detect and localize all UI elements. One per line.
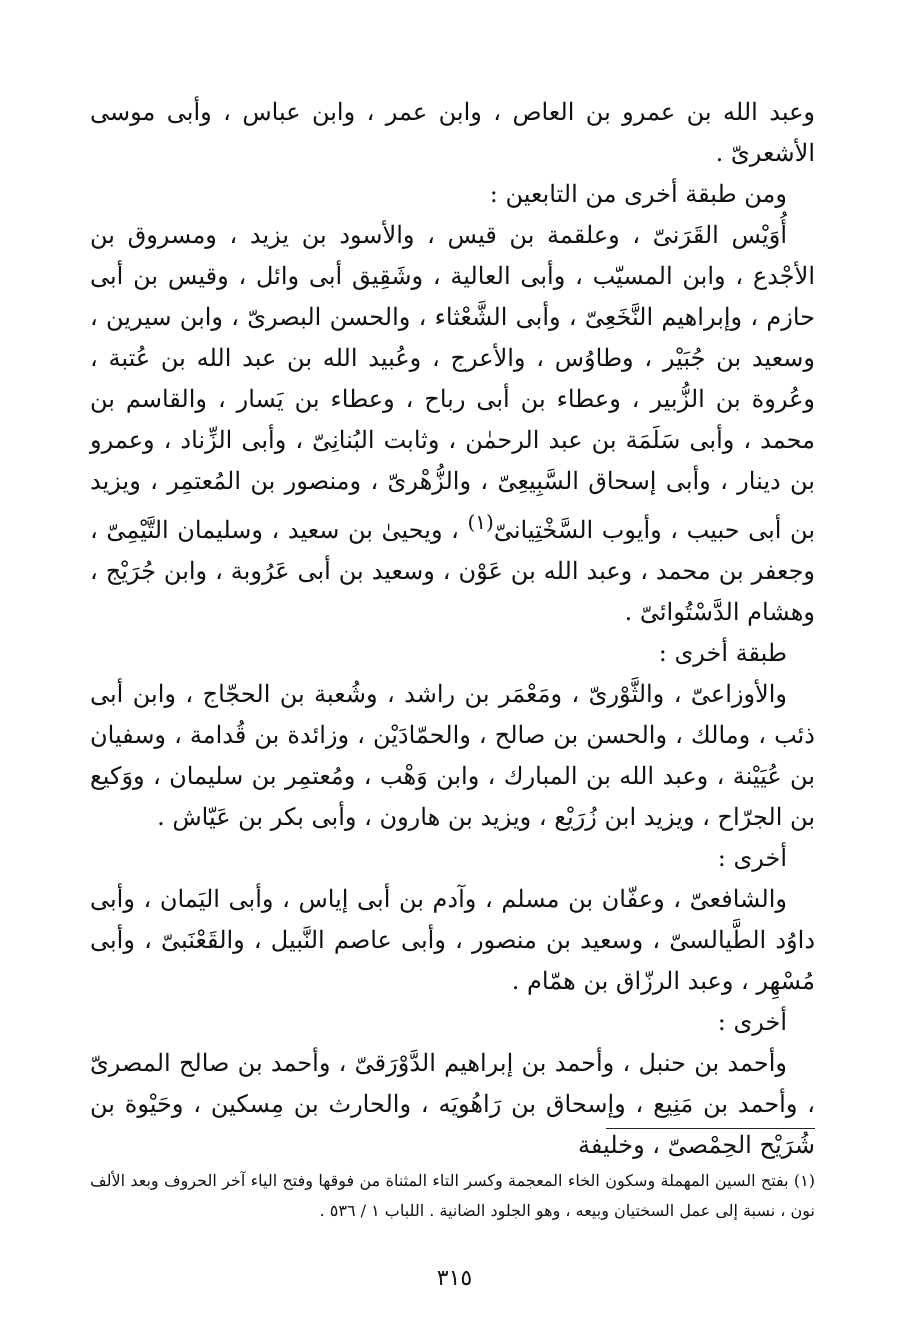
footnote-divider [606,1128,815,1129]
paragraph-tabiin-text: أُوَيْس القَرَنىّ ، وعلقمة بن قيس ، والأسود بن يزيد ، ومسروق بن الأجْدع ، وابن المسيّب ، وأبى العالية ، وشَقِيق أبى وائل ، وقيس بن أبى حازم ، وإبراهيم النَّخَعِىّ ، وأبى الشَّعْثاء ، والحسن البصرىّ ، وابن سيرين ، وسعيد بن جُبَيْر ، وطاوُس ، والأعرج ، وعُبيد الله بن عبد الله بن عُتبة ، وعُروة بن الزُّبير ، وعطاء بن أبى رباح ، وعطاء بن يَسار ، والقاسم بن محمد ، وأبى سَلَمَة بن عبد الرحمٰن ، وثابت البُنانِىّ ، وأبى الزِّناد ، وعمرو بن دينار ، وأبى إسحاق السَّبِيعِىّ ، والزُّهْرىّ ، ومنصور بن المُعتمِر ، ويزيد بن أبى حبيب ، وأيوب السَّخْتِيانىّ [90,221,816,544]
footnote-marker: (١) [467,510,494,534]
section-heading-another-2: أخرى : [717,1008,787,1036]
section-heading-another-1: أخرى : [717,844,787,872]
paragraph-tabiin-rest: ، ويحيىٰ بن سعيد ، وسليمان التَّيْمِىّ ، وجعفر بن محمد ، وعبد الله بن عَوْن ، وسعيد بن أبى عَرُوبة ، وابن جُرَيْج ، وهشام الدَّسْتُوائىّ . [90,516,815,626]
paragraph-tier-five: وأحمد بن حنبل ، وأحمد بن إبراهيم الدَّوْرَقىّ ، وأحمد بن صالح المصرىّ ، وأحمد بن مَنِيع ، وإسحاق بن رَاهُويَه ، والحارث بن مِسكين ، وحَيْوة بن شُرَيْح الحِمْصىّ ، وخليفة [90,1049,815,1159]
section-heading-another-tier: طبقة أخرى : [658,639,787,667]
paragraph-tier-four: والشافعىّ ، وعفّان بن مسلم ، وآدم بن أبى إياس ، وأبى اليَمان ، وأبى داوُد الطَّيالسىّ ، وسعيد بن منصور ، وأبى عاصم النَّبيل ، والقَعْنَبىّ ، وأبى مُسْهِر ، وعبد الرزّاق بن همّام . [90,885,816,995]
footnote-1: (١) بفتح السين المهملة وسكون الخاء المعجمة وكسر التاء المثناة من فوقها وفتح الياء آخر الحروف وبعد الألف نون ، نسبة إلى عمل السختيان وبيعه ، وهو الجلود الضانية . اللباب ١ / ٥٣٦ . [90,1171,815,1220]
page-number: ٣١٥ [436,1266,473,1291]
footnote-section [90,1166,815,1226]
main-text [90,92,815,1166]
paragraph-companions-end: وعبد الله بن عمرو بن العاص ، وابن عمر ، وابن عباس ، وأبى موسى الأشعرىّ . [90,98,815,167]
paragraph-tier-three: والأوزاعىّ ، والثَّوْرىّ ، ومَعْمَر بن راشد ، وشُعبة بن الحجّاج ، وابن أبى ذئب ، ومالك ، والحسن بن صالح ، والحمّادَيْن ، وزائدة بن قُدامة ، وسفيان بن عُيَيْنة ، وعبد الله بن المبارك ، وابن وَهْب ، ومُعتمِر بن سليمان ، ووَكيع بن الجرّاح ، ويزيد ابن زُرَيْع ، ويزيد بن هارون ، وأبى بكر بن عَيّاش . [90,680,815,831]
paragraph-tabiin [90,215,815,633]
section-heading-tabiin: ومن طبقة أخرى من التابعين : [489,180,787,208]
